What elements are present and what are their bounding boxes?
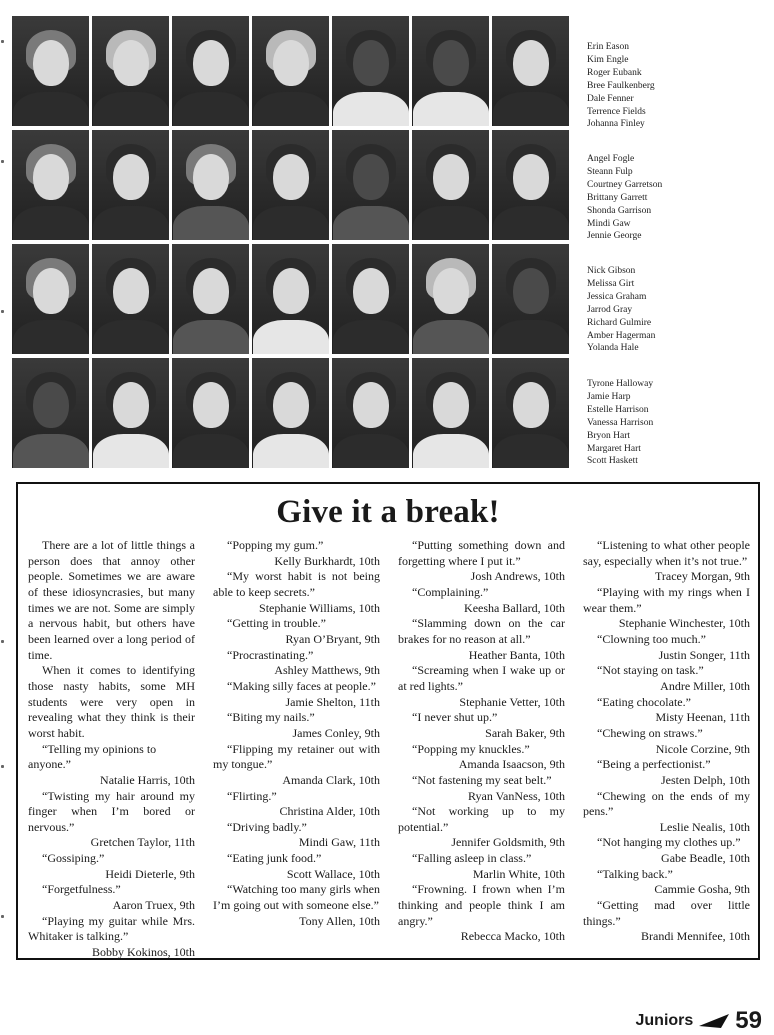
student-name: Vanessa Harrison [587, 417, 654, 428]
student-name: Dale Fenner [587, 93, 634, 104]
quote-text: “Telling my opinions to anyone.” [28, 741, 157, 772]
quote-text: “Playing my guitar while Mrs. Whitaker is talking.” [28, 913, 195, 944]
portrait-photo [172, 130, 249, 240]
quote-attribution: Gretchen Taylor, 11th [90, 835, 195, 850]
student-name: Erin Eason [587, 42, 629, 52]
portrait-photo [412, 358, 489, 468]
quote-attribution: Misty Heenan, 11th [655, 710, 750, 725]
portrait-row [12, 16, 572, 126]
student-name: Brittany Garrett [587, 192, 648, 203]
name-list-row-1 [587, 41, 767, 131]
student-name: Yolanda Hale [587, 343, 639, 354]
portrait-photo [252, 130, 329, 240]
portrait-photo [12, 16, 89, 126]
quote-attribution: Jamie Shelton, 11th [285, 694, 380, 709]
quote-text: “Talking back.” [597, 866, 673, 881]
quote-attribution: James Conley, 9th [292, 725, 380, 740]
student-name: Terrence Fields [587, 106, 646, 117]
quote-text: “Gossiping.” [42, 851, 105, 866]
quote-text: “Falling asleep in class.” [412, 851, 532, 866]
student-name: Steann Fulp [587, 166, 633, 177]
quote-attribution: Sarah Baker, 9th [485, 725, 565, 740]
quote-attribution: Scott Wallace, 10th [286, 866, 380, 881]
quote-attribution: Tony Allen, 10th [299, 913, 380, 928]
scan-edge-mark [1, 765, 4, 768]
student-name: Angel Fogle [587, 154, 635, 164]
quote-attribution: Leslie Nealis, 10th [659, 819, 750, 834]
quote-text: “Twisting my hair around my finger when I’m bored or nervous.” [28, 788, 195, 834]
quote-attribution: Stephanie Williams, 10th [259, 600, 380, 615]
student-name: Melissa Girt [587, 278, 635, 289]
page-footer [635, 1007, 763, 1034]
scan-edge-mark [1, 40, 4, 43]
student-name: Tyrone Halloway [587, 379, 654, 389]
portrait-photo [172, 244, 249, 354]
quote-text: “Watching too many girls when I’m going out with someone else.” [213, 882, 380, 913]
student-name: Bryon Hart [587, 430, 631, 441]
quote-text: “Not staying on task.” [597, 663, 704, 678]
scan-edge-mark [1, 640, 4, 643]
quote-text: “Not working up to my potential.” [398, 804, 565, 834]
quote-text: “Flipping my retainer out with my tongue.” [213, 741, 380, 772]
quote-text: There are a lot of little things a person does that annoy other people. Sometimes we are aware of these idiosyncrasies, but many times we are not. Some are simply a nervous habit, but others have been learned over a long period of time. [28, 538, 195, 662]
portrait-photo [12, 130, 89, 240]
feature-columns [28, 538, 750, 961]
quote-text: “Not hanging my clothes up.” [597, 835, 741, 850]
student-name: Scott Haskett [587, 456, 638, 467]
name-list-row-3 [587, 265, 767, 355]
quote-text: “Driving badly.” [227, 819, 307, 834]
quote-attribution: Heather Banta, 10th [468, 647, 565, 662]
portrait-row [12, 130, 572, 240]
quote-attribution: Ryan O’Bryant, 9th [285, 631, 380, 646]
quote-attribution: Christina Alder, 10th [279, 804, 380, 819]
quote-text: “Eating junk food.” [227, 851, 322, 866]
quote-text: “Eating chocolate.” [597, 694, 691, 709]
quote-attribution: Kelly Burkhardt, 10th [274, 553, 380, 568]
quote-attribution: Nicole Corzine, 9th [655, 741, 750, 756]
student-name: Margaret Hart [587, 443, 641, 454]
portrait-photo [332, 130, 409, 240]
student-name: Mindi Gaw [587, 218, 631, 229]
portrait-row [12, 244, 572, 354]
portrait-photo [92, 130, 169, 240]
quote-attribution: Amanda Isaacson, 9th [458, 757, 565, 772]
feature-column [398, 538, 565, 961]
quote-attribution: Ashley Matthews, 9th [274, 663, 380, 678]
quote-attribution: Bobby Kokinos, 10th [91, 945, 195, 960]
section-label: Juniors [635, 1012, 694, 1029]
student-name: Jamie Harp [587, 391, 631, 402]
quote-text: “Biting my nails.” [227, 710, 315, 725]
portrait-photo [412, 16, 489, 126]
quote-text: “Clowning too much.” [597, 631, 706, 646]
student-name: Jennie George [587, 231, 642, 242]
quote-attribution: Brandi Mennifee, 10th [641, 929, 750, 944]
portrait-photo [492, 130, 569, 240]
student-name: Bree Faulkenberg [587, 80, 655, 91]
quote-text: “Complaining.” [412, 584, 489, 599]
quote-text: When it comes to identifying those nasty habits, some MH students were very open in revealing what they think is their worst habit. [28, 663, 195, 740]
portrait-photo [332, 244, 409, 354]
quote-text: “Popping my gum.” [227, 538, 324, 552]
quote-attribution: Justin Songer, 11th [658, 647, 750, 662]
student-name: Shonda Garrison [587, 205, 652, 216]
quote-attribution: Mindi Gaw, 11th [298, 835, 380, 850]
portrait-photo [172, 16, 249, 126]
scan-edge-mark [1, 160, 4, 163]
quote-attribution: Natalie Harris, 10th [100, 772, 195, 787]
quote-text: “Forgetfulness.” [42, 882, 121, 897]
portrait-photo [492, 16, 569, 126]
student-name: Amber Hagerman [587, 330, 656, 341]
portrait-grid [12, 16, 572, 472]
quote-attribution: Amanda Clark, 10th [282, 772, 380, 787]
name-list-row-4 [587, 378, 767, 468]
portrait-photo [332, 16, 409, 126]
portrait-row [12, 358, 572, 468]
quote-text: “Frowning. I frown when I’m thinking and people think I am angry.” [398, 882, 565, 928]
student-name: Courtney Garretson [587, 179, 663, 190]
name-list-row-2 [587, 153, 767, 243]
portrait-photo [172, 358, 249, 468]
feature-column [583, 538, 750, 961]
quote-text: “Screaming when I wake up or at red lights.” [398, 663, 565, 693]
quote-attribution: Cammie Gosha, 9th [654, 882, 750, 897]
feature-column [213, 538, 380, 961]
quote-text: “Putting something down and forgetting where I put it.” [398, 538, 565, 568]
quote-attribution: Stephanie Winchester, 10th [618, 616, 750, 631]
portrait-photo [12, 244, 89, 354]
feature-column [28, 538, 195, 961]
student-name: Roger Eubank [587, 67, 642, 78]
feature-title: Give it a break! [276, 494, 500, 530]
portrait-photo [252, 16, 329, 126]
student-name: Nick Gibson [587, 266, 636, 276]
quote-text: “Procrastinating.” [227, 647, 314, 662]
quote-text: “Not fastening my seat belt.” [412, 772, 552, 787]
portrait-photo [412, 130, 489, 240]
quote-text: “I never shut up.” [412, 710, 498, 725]
quote-text: “Chewing on straws.” [597, 725, 703, 740]
quote-text: “Flirting.” [227, 788, 277, 803]
portrait-photo [92, 358, 169, 468]
portrait-photo [412, 244, 489, 354]
quote-attribution: Gabe Beadle, 10th [661, 851, 750, 866]
quote-attribution: Aaron Truex, 9th [112, 898, 195, 913]
quote-attribution: Jennifer Goldsmith, 9th [451, 835, 565, 850]
quote-text: “Getting mad over little things.” [583, 898, 750, 928]
student-name: Estelle Harrison [587, 404, 649, 415]
quote-attribution: Marlin White, 10th [472, 866, 565, 881]
scan-edge-mark [1, 310, 4, 313]
quote-attribution: Ryan VanNess, 10th [468, 788, 565, 803]
arrow-left-icon [699, 1013, 729, 1029]
quote-attribution: Andre Miller, 10th [660, 678, 750, 693]
quote-text: “Being a perfectionist.” [597, 757, 711, 772]
portrait-photo [492, 358, 569, 468]
quote-text: “Playing with my rings when I wear them.” [583, 584, 750, 615]
quote-attribution: Stephanie Vetter, 10th [459, 694, 565, 709]
portrait-photo [252, 244, 329, 354]
feature-box [16, 482, 760, 960]
student-name: Kim Engle [587, 54, 629, 65]
student-name: Richard Gulmire [587, 317, 652, 328]
quote-text: “Getting in trouble.” [227, 616, 326, 631]
student-name: Johanna Finley [587, 119, 645, 130]
quote-text: “Chewing on the ends of my pens.” [583, 788, 750, 819]
quote-attribution: Heidi Dieterle, 9th [105, 866, 195, 881]
quote-attribution: Keesha Ballard, 10th [464, 600, 565, 615]
portrait-photo [12, 358, 89, 468]
portrait-photo [92, 244, 169, 354]
quote-text: “Listening to what other people say, especially when it’s not true.” [583, 538, 750, 568]
quote-text: “Slamming down on the car brakes for no reason at all.” [398, 616, 565, 646]
portrait-photo [332, 358, 409, 468]
quote-attribution: Tracey Morgan, 9th [655, 569, 750, 584]
student-name: Jessica Graham [587, 291, 647, 302]
quote-attribution: Jesten Delph, 10th [661, 772, 750, 787]
scan-edge-mark [1, 915, 4, 918]
quote-attribution: Josh Andrews, 10th [470, 569, 565, 584]
quote-attribution: Rebecca Macko, 10th [460, 929, 565, 944]
portrait-photo [252, 358, 329, 468]
student-name: Jarrod Gray [587, 304, 633, 315]
portrait-photo [492, 244, 569, 354]
quote-text: “Making silly faces at people.” [227, 678, 376, 693]
quote-text: “My worst habit is not being able to keep secrets.” [213, 569, 380, 599]
portrait-photo [92, 16, 169, 126]
quote-text: “Popping my knuckles.” [412, 741, 530, 756]
page-number: 59 [735, 1007, 762, 1034]
